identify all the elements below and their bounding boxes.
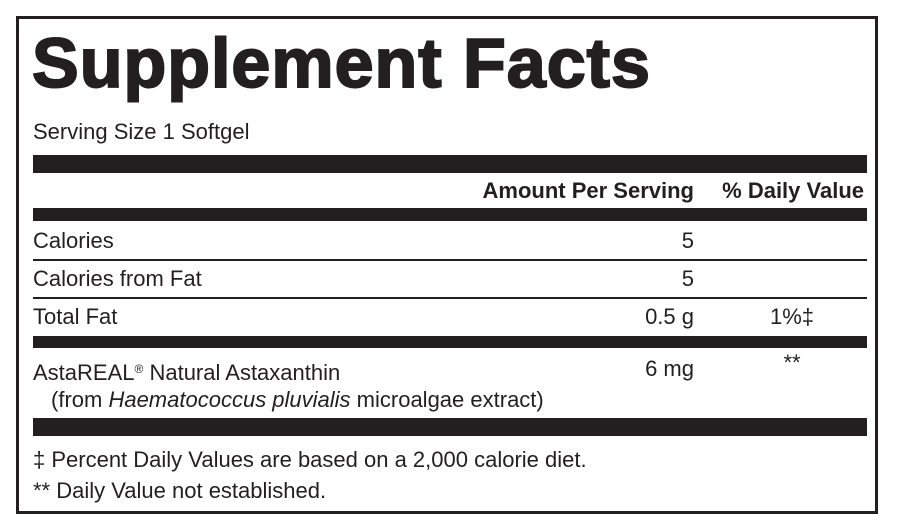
row-astaxanthin-label: AstaREAL® Natural Astaxanthin: [33, 360, 341, 385]
row-calories-from-fat-amount: 5: [681, 266, 694, 291]
registered-mark: ®: [134, 362, 144, 376]
footnote-dagger: ‡ Percent Daily Values are based on a 2,000 calorie diet.: [33, 447, 587, 472]
serving-size: Serving Size 1 Softgel: [33, 119, 250, 144]
thick-divider-top: [33, 155, 867, 173]
row-divider: [33, 259, 867, 261]
supplement-facts-panel: [16, 16, 878, 514]
row-total-fat-amount: 0.5 g: [645, 304, 694, 329]
medium-divider: [33, 208, 867, 221]
row-astaxanthin-daily-value: **: [783, 350, 801, 375]
row-calories-label: Calories: [33, 228, 114, 253]
footnote-stars: ** Daily Value not established.: [33, 478, 327, 503]
row-calories-amount: 5: [681, 228, 694, 253]
row-astaxanthin-amount: 6 mg: [645, 356, 694, 381]
row-calories-from-fat-label: Calories from Fat: [33, 266, 202, 291]
medium-divider: [33, 336, 867, 348]
row-total-fat-daily-value: 1%‡: [769, 304, 815, 329]
row-total-fat-label: Total Fat: [33, 304, 118, 329]
row-divider: [33, 297, 867, 299]
panel-title: Supplement Facts: [32, 24, 651, 102]
thick-divider-bottom: [33, 418, 867, 436]
header-daily-value: % Daily Value: [722, 178, 864, 203]
header-amount-per-serving: Amount Per Serving: [482, 178, 694, 203]
row-astaxanthin-source: (from Haematococcus pluvialis microalgae extract): [51, 387, 544, 412]
